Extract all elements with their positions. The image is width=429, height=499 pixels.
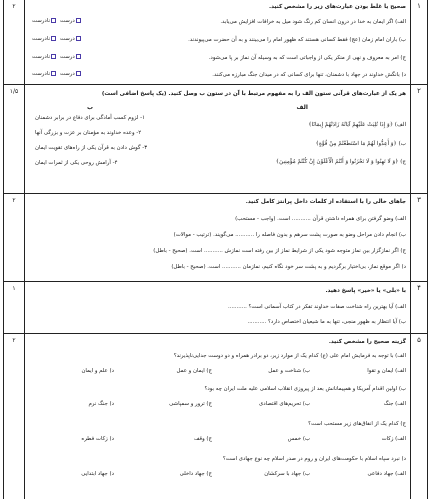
question-score: ۲	[4, 0, 25, 84]
question-body	[27, 334, 408, 499]
question-body	[27, 0, 408, 84]
column-b-item: ۱- لزوم کسب آمادگی برای دفاع در برابر دشمنان	[35, 115, 146, 121]
column-b-item: ۲- وعده خداوند به مؤمنان بر عزت و بزرگی آنها	[35, 130, 142, 136]
mc-option[interactable]: الف) جنگ	[383, 401, 406, 407]
mc-question: د) نبرد سپاه اسلام با حکومت‌های ایران و روم در صدر اسلام چه نوع جهادی است؟	[222, 456, 406, 462]
mc-option[interactable]: ب) جهاد با سرکشان	[264, 471, 310, 477]
tf-options	[32, 36, 81, 42]
question-1	[4, 0, 427, 85]
question-title: هر یک از عبارت‌های قرآنی ستون الف را به مفهوم مرتبط با آن در ستون ب وصل کنید. (یک پاسخ اضافی است)	[101, 91, 406, 97]
question-4	[4, 282, 427, 334]
column-b-item: ۳- گوش دادن به قرآن یکی از راه‌های تقویت ایمان	[35, 145, 148, 151]
checkbox-icon[interactable]	[51, 54, 56, 59]
checkbox-icon[interactable]	[51, 18, 56, 23]
true-option[interactable]: درست	[60, 36, 81, 42]
mc-option[interactable]: ج) جهاد داخلی	[179, 471, 212, 477]
tf-statement: د) بانگش خداوند در جهاد با دشمنان، تنها برای کسانی که در میدان جنگ مبارزه می‌کنند.	[212, 72, 406, 78]
false-option[interactable]: نادرست	[32, 71, 56, 77]
fill-blank-item: ج) اگر نمازگزار بین نماز متوجه شود یکی از شرایط نماز از بین رفته است نمازش ........... است. (صحیح - باطل)	[153, 248, 406, 254]
column-a-item: ج) ﴿وَ لَا تَهِنُوا وَ لَا تَحْزَنُوا وَ أَنْتُمُ الْأَعْلَوْنَ إِنْ كُنْتُمْ مُؤْمِنِينَ﴾	[275, 159, 406, 165]
question-title: جاهای خالی را با استفاده از کلمات داخل پرانتز کامل کنید.	[245, 199, 406, 205]
checkbox-icon[interactable]	[76, 18, 81, 23]
question-title: با «بلی» یا «خیر» پاسخ دهید.	[325, 288, 406, 294]
fill-blank-item: د) اگر موقع نماز، بی‌اختیار برگردیم و به پشت سر خود نگاه کنیم، نمازمان ........... است. (صحیح - باطل)	[171, 264, 406, 270]
false-option[interactable]: نادرست	[32, 54, 56, 60]
tf-options	[32, 54, 81, 60]
question-score: ۱/۵	[4, 85, 25, 193]
mc-option[interactable]: د) زکات فطره	[81, 436, 114, 442]
question-score: ۲	[4, 194, 25, 281]
question-number: ۵	[410, 334, 427, 499]
true-option[interactable]: درست	[60, 54, 81, 60]
mc-option[interactable]: ب) خمس	[287, 436, 310, 442]
fill-blank-item: الف) وضو گرفتن برای همراه داشتن قرآن ........... است. (واجب - مستحب)	[235, 216, 406, 222]
question-score: ۱	[4, 282, 25, 333]
false-option[interactable]: نادرست	[32, 36, 56, 42]
column-a-item: ب) ﴿وَ أَعِدُّوا لَهُمْ مَا اسْتَطَعْتُمْ مِنْ قُوَّةٍ﴾	[315, 141, 406, 147]
tf-options	[32, 71, 81, 77]
mc-option[interactable]: ج) ترور و سمپاشی	[169, 401, 212, 407]
mc-option[interactable]: د) جنگ نرم	[88, 401, 114, 407]
mc-option[interactable]: الف) جهاد دفاعی	[367, 471, 406, 477]
tf-statement: ج) امر به معروف و نهی از منکر یکی از واجباتی است که به وسیله آن نماز بر پا می‌شود.	[208, 55, 406, 61]
false-option[interactable]: نادرست	[32, 18, 56, 24]
mc-option[interactable]: الف) زکات	[381, 436, 406, 442]
checkbox-icon[interactable]	[51, 71, 56, 76]
question-2	[4, 85, 427, 194]
mc-option[interactable]: ب) شناخت و عمل	[268, 368, 310, 374]
true-option[interactable]: درست	[60, 18, 81, 24]
column-a-header: الف	[296, 104, 308, 111]
tf-statement: الف) اگر ایمان به خدا در درون انسان کم رنگ شود میل به خرافات افزایش می‌یابد.	[220, 19, 406, 25]
question-title: صحیح یا غلط بودن عبارت‌های زیر را مشخص کنید.	[269, 4, 406, 10]
question-number: ۱	[410, 0, 427, 84]
mc-question: ج) کدام یک از انفاق‌های زیر مستحب است؟	[308, 421, 406, 427]
mc-option[interactable]: ب) تحریم‌های اقتصادی	[259, 401, 310, 407]
column-b-header: ب	[87, 104, 94, 111]
question-number: ۴	[410, 282, 427, 333]
question-body	[27, 85, 408, 193]
tf-options	[32, 18, 81, 24]
question-body	[27, 194, 408, 281]
mc-option[interactable]: د) علم و ایمان	[81, 368, 114, 374]
checkbox-icon[interactable]	[51, 36, 56, 41]
mc-question: ب) اولین اقدام آمریکا و همپیمانانش بعد از پیروزی انقلاب اسلامی علیه ملت ایران چه بود؟	[204, 386, 406, 392]
yes-no-item: الف) آیا بهترین راه شناخت صفات خداوند تفکر در کتاب آسمانی است؟ ...........	[227, 304, 406, 310]
question-number: ۳	[410, 194, 427, 281]
question-title: گزینه صحیح را مشخص کنید.	[328, 339, 406, 345]
true-option[interactable]: درست	[60, 71, 81, 77]
exam-sheet	[3, 0, 428, 499]
question-score: ۲	[4, 334, 25, 499]
mc-question: الف) با توجه به فرمایش امام علی (ع) کدام یک از موارد زیر، دو برادر همراه و دو دوست جدایی‌ناپذیرند؟	[173, 353, 406, 359]
checkbox-icon[interactable]	[76, 36, 81, 41]
yes-no-item: ب) آیا انتظار به ظهور منجی، تنها به ما شیعیان اختصاص دارد؟ ...........	[247, 319, 406, 325]
column-b-item: ۴- آرامش روحی یکی از ثمرات ایمان	[35, 160, 118, 166]
mc-option[interactable]: ج) وقف	[193, 436, 212, 442]
question-5	[4, 334, 427, 499]
question-3	[4, 194, 427, 282]
mc-option[interactable]: ج) ایمان و عمل	[176, 368, 212, 374]
column-a-item: الف) ﴿وَ إِذَا تُلِيَتْ عَلَيْهِمْ آيَاتُهُ زَادَتْهُمْ إِيمَانًا﴾	[308, 122, 406, 128]
checkbox-icon[interactable]	[76, 71, 81, 76]
question-body	[27, 282, 408, 333]
mc-option[interactable]: د) جهاد ابتدایی	[81, 471, 114, 477]
fill-blank-item: ب) انجام دادن مراحل وضو به صورت پشت سرهم و بدون فاصله را ........... می‌گویند. (ترتیب - موالات)	[173, 232, 406, 238]
tf-statement: ب) باران امام زمان (عج) فقط کسانی هستند که ظهور امام را می‌بینند و به آن حضرت می‌پیوندند.	[188, 37, 406, 43]
mc-option[interactable]: الف) ایمان و تقوا	[367, 368, 406, 374]
checkbox-icon[interactable]	[76, 54, 81, 59]
question-number: ۲	[410, 85, 427, 193]
